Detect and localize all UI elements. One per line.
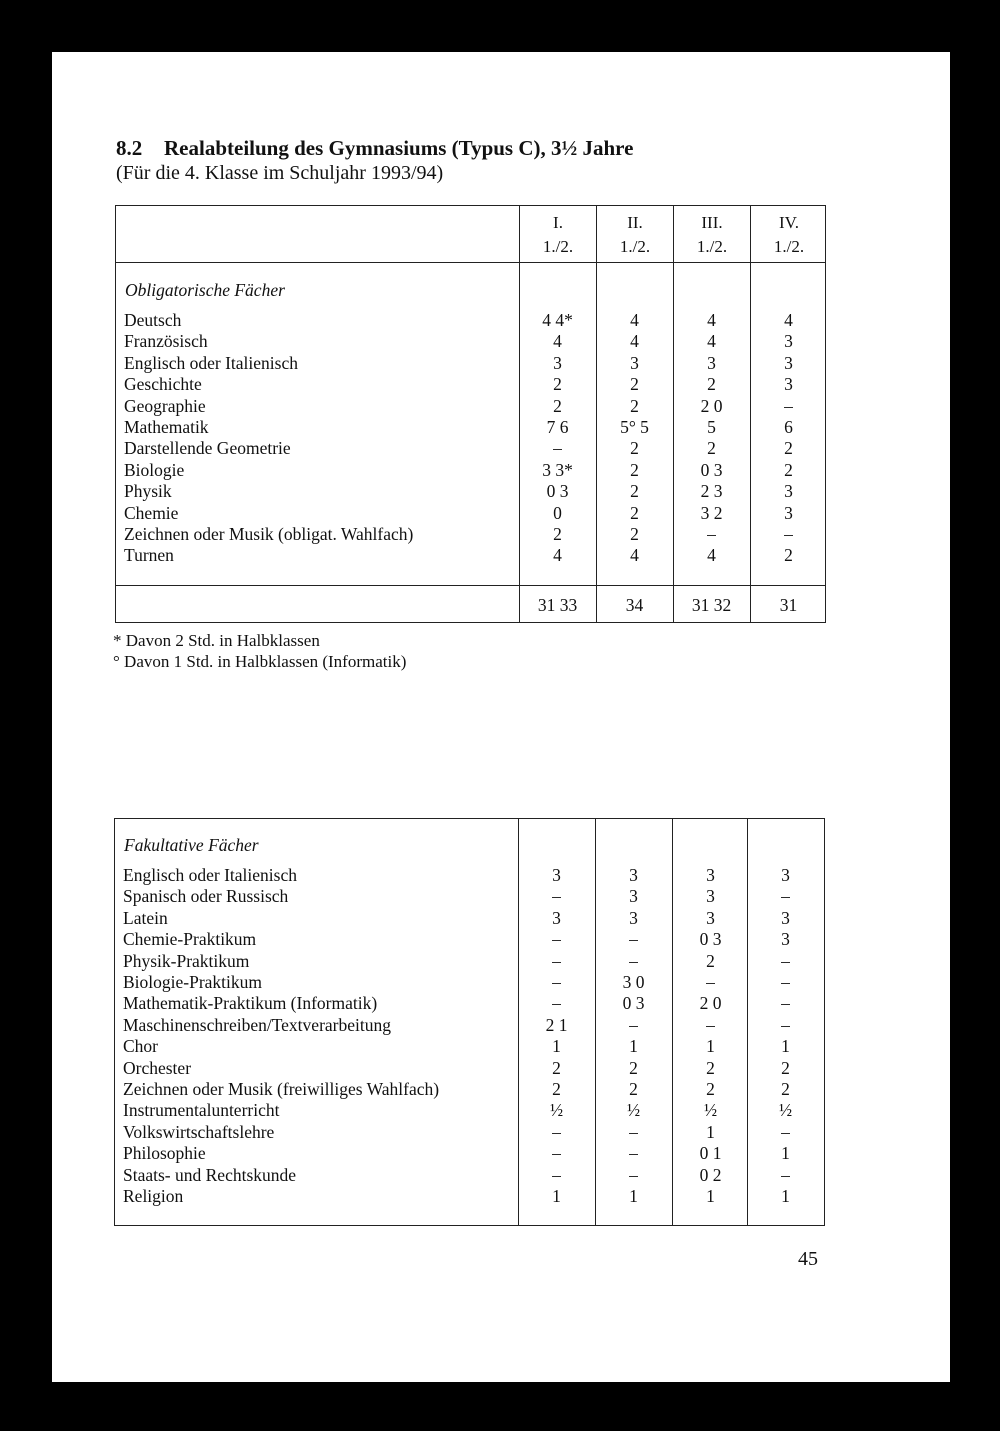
hours-cell: – xyxy=(552,993,561,1014)
hours-cell: 1 xyxy=(781,1186,790,1206)
column-half: 1./2. xyxy=(773,237,805,256)
hours-cell: 4 xyxy=(553,331,562,352)
hours-cell: 2 xyxy=(553,524,562,544)
hours-cell: – xyxy=(629,1164,638,1185)
column-year: II. xyxy=(627,213,643,232)
subject-label: Mathematik-Praktikum (Informatik) xyxy=(123,993,378,1014)
hours-cell: 4 4* xyxy=(542,310,573,330)
document-page xyxy=(52,52,950,1382)
hours-cell: – xyxy=(781,950,790,971)
table-row xyxy=(116,481,825,502)
subject-label: Englisch oder Italienisch xyxy=(123,865,297,885)
hours-cell: 2 xyxy=(553,374,562,395)
hours-cell: 3 xyxy=(630,352,639,373)
subject-label: Turnen xyxy=(124,545,174,566)
subject-label: Chemie-Praktikum xyxy=(123,929,257,950)
hours-cell: 2 xyxy=(784,545,793,566)
table-row xyxy=(116,417,825,438)
hours-cell: 3 xyxy=(784,352,793,373)
hours-cell: 4 xyxy=(630,331,639,352)
hours-cell: 3 xyxy=(629,886,638,907)
table-row xyxy=(115,908,824,929)
hours-cell: 3 xyxy=(781,907,790,928)
subject-label: Deutsch xyxy=(124,310,182,330)
subject-label: Englisch oder Italienisch xyxy=(124,352,298,373)
hours-cell: 2 xyxy=(784,459,793,480)
total-cell: 31 33 xyxy=(537,595,578,615)
hours-cell: ½ xyxy=(778,1100,793,1121)
hours-cell: 4 xyxy=(630,310,639,330)
hours-cell: 1 xyxy=(629,1036,638,1057)
table-row xyxy=(116,310,825,331)
hours-cell: 2 xyxy=(630,395,639,416)
hours-cell: – xyxy=(706,972,715,992)
hours-cell: 3 xyxy=(552,907,561,928)
subject-label: Orchester xyxy=(123,1057,192,1078)
hours-cell: 2 xyxy=(630,524,639,544)
hours-cell: 1 xyxy=(781,1036,790,1057)
hours-cell: 0 3 xyxy=(546,481,569,502)
hours-cell: 1 xyxy=(706,1121,715,1142)
hours-cell: 1 xyxy=(781,1143,790,1164)
hours-cell: 1 xyxy=(629,1186,638,1206)
hours-cell: 1 xyxy=(552,1186,561,1206)
hours-cell: 3 xyxy=(706,907,715,928)
subject-label: Biologie-Praktikum xyxy=(123,972,263,992)
hours-cell: 3 3* xyxy=(542,459,573,480)
hours-cell: 2 xyxy=(706,950,715,971)
hours-cell: 3 xyxy=(784,481,793,502)
hours-cell: 3 xyxy=(552,865,561,885)
subject-label: Spanisch oder Russisch xyxy=(123,886,289,907)
subject-label: Physik xyxy=(124,481,172,502)
hours-cell: 3 xyxy=(784,502,793,523)
hours-cell: 2 xyxy=(781,1057,790,1078)
table-row xyxy=(115,972,824,993)
hours-cell: 3 xyxy=(784,374,793,395)
table-row xyxy=(116,396,825,417)
table-row xyxy=(115,1100,824,1121)
hours-cell: 2 1 xyxy=(545,1014,568,1035)
table-row xyxy=(116,460,825,481)
column-half: 1./2. xyxy=(542,237,574,256)
hours-cell: 2 xyxy=(553,395,562,416)
table-row xyxy=(115,1036,824,1057)
hours-cell: 2 xyxy=(629,1079,638,1099)
hours-cell: – xyxy=(552,950,561,971)
subject-label: Französisch xyxy=(124,331,208,352)
hours-cell: 3 xyxy=(707,352,716,373)
facultative-table xyxy=(114,818,825,1226)
hours-cell: – xyxy=(552,929,561,950)
hours-cell: 3 xyxy=(706,886,715,907)
hours-cell: 4 xyxy=(707,545,716,566)
hours-cell: – xyxy=(629,950,638,971)
subject-label: Latein xyxy=(123,907,168,928)
table-row xyxy=(116,438,825,459)
hours-cell: – xyxy=(629,1014,638,1035)
hours-cell: ½ xyxy=(626,1100,641,1121)
table-row xyxy=(115,1186,824,1207)
hours-cell: 2 xyxy=(706,1057,715,1078)
hours-cell: 0 2 xyxy=(699,1164,722,1185)
subject-label: Instrumentalunterricht xyxy=(123,1100,280,1121)
hours-cell: 0 3 xyxy=(622,993,645,1014)
hours-cell: 2 xyxy=(707,438,716,459)
footnote-degree: ° Davon 1 Std. in Halbklassen (Informatik) xyxy=(113,652,407,671)
hours-cell: – xyxy=(553,438,562,459)
page-number: 45 xyxy=(798,1248,818,1270)
table-row xyxy=(116,353,825,374)
footnote-star: * Davon 2 Std. in Halbklassen xyxy=(113,631,320,650)
subject-label: Zeichnen oder Musik (freiwilliges Wahlfach) xyxy=(123,1079,440,1099)
subject-label: Zeichnen oder Musik (obligat. Wahlfach) xyxy=(124,524,414,544)
total-cell: 31 32 xyxy=(691,595,732,615)
column-year: I. xyxy=(553,213,563,232)
hours-cell: 1 xyxy=(552,1036,561,1057)
hours-cell: – xyxy=(781,1121,790,1142)
table-row xyxy=(115,1058,824,1079)
hours-cell: 3 xyxy=(781,865,790,885)
table-row xyxy=(115,951,824,972)
hours-cell: ½ xyxy=(549,1100,564,1121)
hours-cell: 4 xyxy=(630,545,639,566)
hours-cell: 7 6 xyxy=(546,417,569,437)
hours-cell: 2 xyxy=(630,438,639,459)
hours-cell: – xyxy=(781,993,790,1014)
obligatory-heading: Obligatorische Fächer xyxy=(125,280,285,300)
hours-cell: 3 xyxy=(629,907,638,928)
hours-cell: 4 xyxy=(707,331,716,352)
table-row xyxy=(115,1122,824,1143)
hours-cell: 2 xyxy=(784,438,793,459)
hours-cell: 2 xyxy=(629,1057,638,1078)
hours-cell: 0 xyxy=(553,502,562,523)
hours-cell: 3 xyxy=(781,929,790,950)
subject-label: Philosophie xyxy=(123,1143,206,1164)
table-row xyxy=(115,1015,824,1036)
section-subtitle: (Für die 4. Klasse im Schuljahr 1993/94) xyxy=(116,162,444,184)
hours-cell: – xyxy=(707,524,716,544)
column-header-4 xyxy=(751,211,827,259)
hours-cell: 2 xyxy=(552,1057,561,1078)
table-row xyxy=(115,1143,824,1164)
column-half: 1./2. xyxy=(619,237,651,256)
hours-cell: – xyxy=(552,886,561,907)
hours-cell: – xyxy=(552,1121,561,1142)
subject-label: Mathematik xyxy=(124,417,209,437)
table-row xyxy=(115,1165,824,1186)
column-half: 1./2. xyxy=(696,237,728,256)
column-year: IV. xyxy=(779,213,799,232)
hours-cell: – xyxy=(552,972,561,992)
subject-label: Volkswirtschaftslehre xyxy=(123,1121,275,1142)
hours-cell: – xyxy=(629,1143,638,1164)
subject-label: Geschichte xyxy=(124,374,202,395)
hours-cell: 2 0 xyxy=(700,395,723,416)
total-cell: 31 xyxy=(779,595,798,615)
hours-cell: 2 3 xyxy=(700,481,723,502)
hours-cell: 4 xyxy=(553,545,562,566)
hours-cell: – xyxy=(552,1164,561,1185)
hours-cell: 4 xyxy=(707,310,716,330)
subject-label: Chemie xyxy=(124,502,179,523)
hours-cell: 3 xyxy=(784,331,793,352)
hours-cell: 5° 5 xyxy=(620,417,649,437)
hours-cell: 2 xyxy=(781,1079,790,1099)
table-row xyxy=(115,1079,824,1100)
subject-label: Geographie xyxy=(124,395,206,416)
subject-label: Maschinenschreiben/Textverarbeitung xyxy=(123,1014,391,1035)
hours-cell: 4 xyxy=(784,310,793,330)
table-row xyxy=(116,331,825,352)
hours-cell: – xyxy=(781,886,790,907)
hours-cell: 3 2 xyxy=(700,502,723,523)
hours-cell: 2 xyxy=(707,374,716,395)
subject-label: Staats- und Rechtskunde xyxy=(123,1164,297,1185)
hours-cell: – xyxy=(629,1121,638,1142)
obligatory-table xyxy=(115,205,826,623)
hours-cell: 3 0 xyxy=(622,972,645,992)
table-row xyxy=(116,545,825,566)
hours-cell: – xyxy=(706,1014,715,1035)
hours-cell: 5 xyxy=(707,417,716,437)
table-row xyxy=(116,524,825,545)
table-row xyxy=(115,865,824,886)
hours-cell: 2 xyxy=(630,374,639,395)
subject-label: Darstellende Geometrie xyxy=(124,438,291,459)
hours-cell: – xyxy=(784,524,793,544)
hours-cell: 1 xyxy=(706,1186,715,1206)
facultative-heading: Fakultative Fächer xyxy=(124,835,259,855)
hours-cell: 1 xyxy=(706,1036,715,1057)
hours-cell: 2 0 xyxy=(699,993,722,1014)
table-row xyxy=(115,929,824,950)
table-row xyxy=(116,503,825,524)
hours-cell: 2 xyxy=(706,1079,715,1099)
hours-cell: 0 3 xyxy=(700,459,723,480)
hours-cell: 2 xyxy=(552,1079,561,1099)
section-number: 8.2 xyxy=(116,136,143,160)
subject-label: Biologie xyxy=(124,459,185,480)
total-cell: 34 xyxy=(625,595,644,615)
hours-cell: 3 xyxy=(553,352,562,373)
section-title-text: Realabteilung des Gymnasiums (Typus C), 3½ Jahre xyxy=(164,136,634,160)
column-year: III. xyxy=(701,213,723,232)
table-row xyxy=(116,374,825,395)
column-header-3 xyxy=(674,211,750,259)
hours-cell: 6 xyxy=(784,417,793,437)
hours-cell: 0 1 xyxy=(699,1143,722,1164)
hours-cell: – xyxy=(781,1164,790,1185)
subject-label: Physik-Praktikum xyxy=(123,950,250,971)
hours-cell: 3 xyxy=(706,865,715,885)
hours-cell: – xyxy=(629,929,638,950)
table-row xyxy=(115,886,824,907)
hours-cell: – xyxy=(784,395,793,416)
hours-cell: 2 xyxy=(630,502,639,523)
hours-cell: ½ xyxy=(703,1100,718,1121)
column-header-2 xyxy=(597,211,673,259)
hours-cell: – xyxy=(781,1014,790,1035)
hours-cell: 2 xyxy=(630,459,639,480)
hours-cell: 0 3 xyxy=(699,929,722,950)
hours-cell: 3 xyxy=(629,865,638,885)
subject-label: Religion xyxy=(123,1186,184,1206)
hours-cell: – xyxy=(552,1143,561,1164)
hours-cell: 2 xyxy=(630,481,639,502)
section-title xyxy=(116,136,633,161)
table-row xyxy=(115,993,824,1014)
column-header-1 xyxy=(520,211,596,259)
hours-cell: – xyxy=(781,972,790,992)
subject-label: Chor xyxy=(123,1036,158,1057)
